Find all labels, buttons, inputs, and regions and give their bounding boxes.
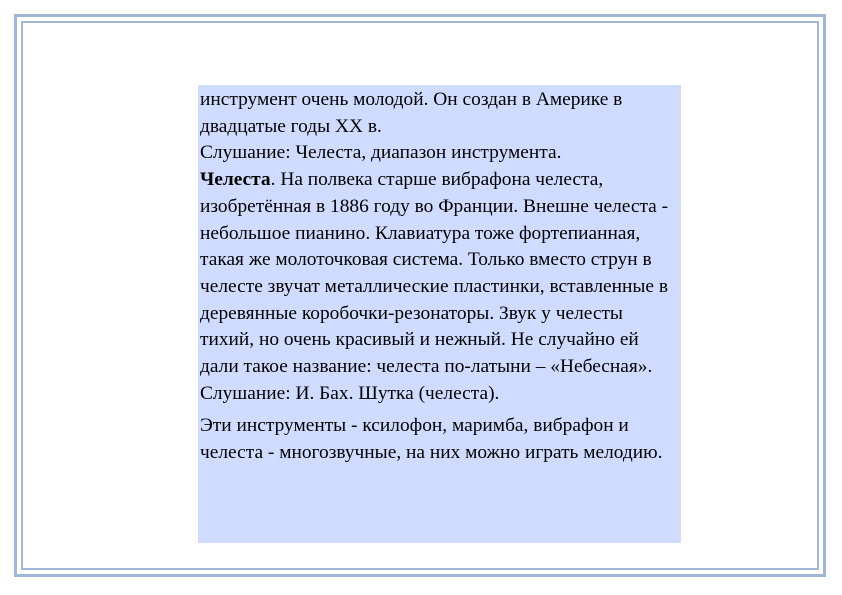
paragraph-conclusion: Эти инструменты - ксилофон, маримба, вибрафон и челеста - многозвучные, на них можно играть мелодию. <box>200 415 663 464</box>
celesta-description: . На полвека старше вибрафона челеста, изобретённая в 1886 году во Франции. Внешне челеста - небольшое пианино. Клавиатура тоже фортепианная, такая же молоточковая система. Только вместо струн в челесте звучат металлические пластинки, вставленные в деревянные коробочки-резонаторы. Звук у челесты тихий, но очень красивый и нежный. Не случайно ей дали такое название: челеста по-латыни – «Небесная». <box>200 169 669 378</box>
paragraph-intro: инструмент очень молодой. Он создан в Америке в двадцатые годы XX в. <box>200 89 623 137</box>
paragraph-listening-2: Слушание: И. Бах. Шутка (челеста). <box>200 382 500 404</box>
paragraph-celesta <box>200 167 679 381</box>
paragraph-listening-1: Слушание: Челеста, диапазон инструмента. <box>200 142 562 164</box>
celesta-term: Челеста <box>200 169 271 191</box>
text-box <box>198 85 681 543</box>
